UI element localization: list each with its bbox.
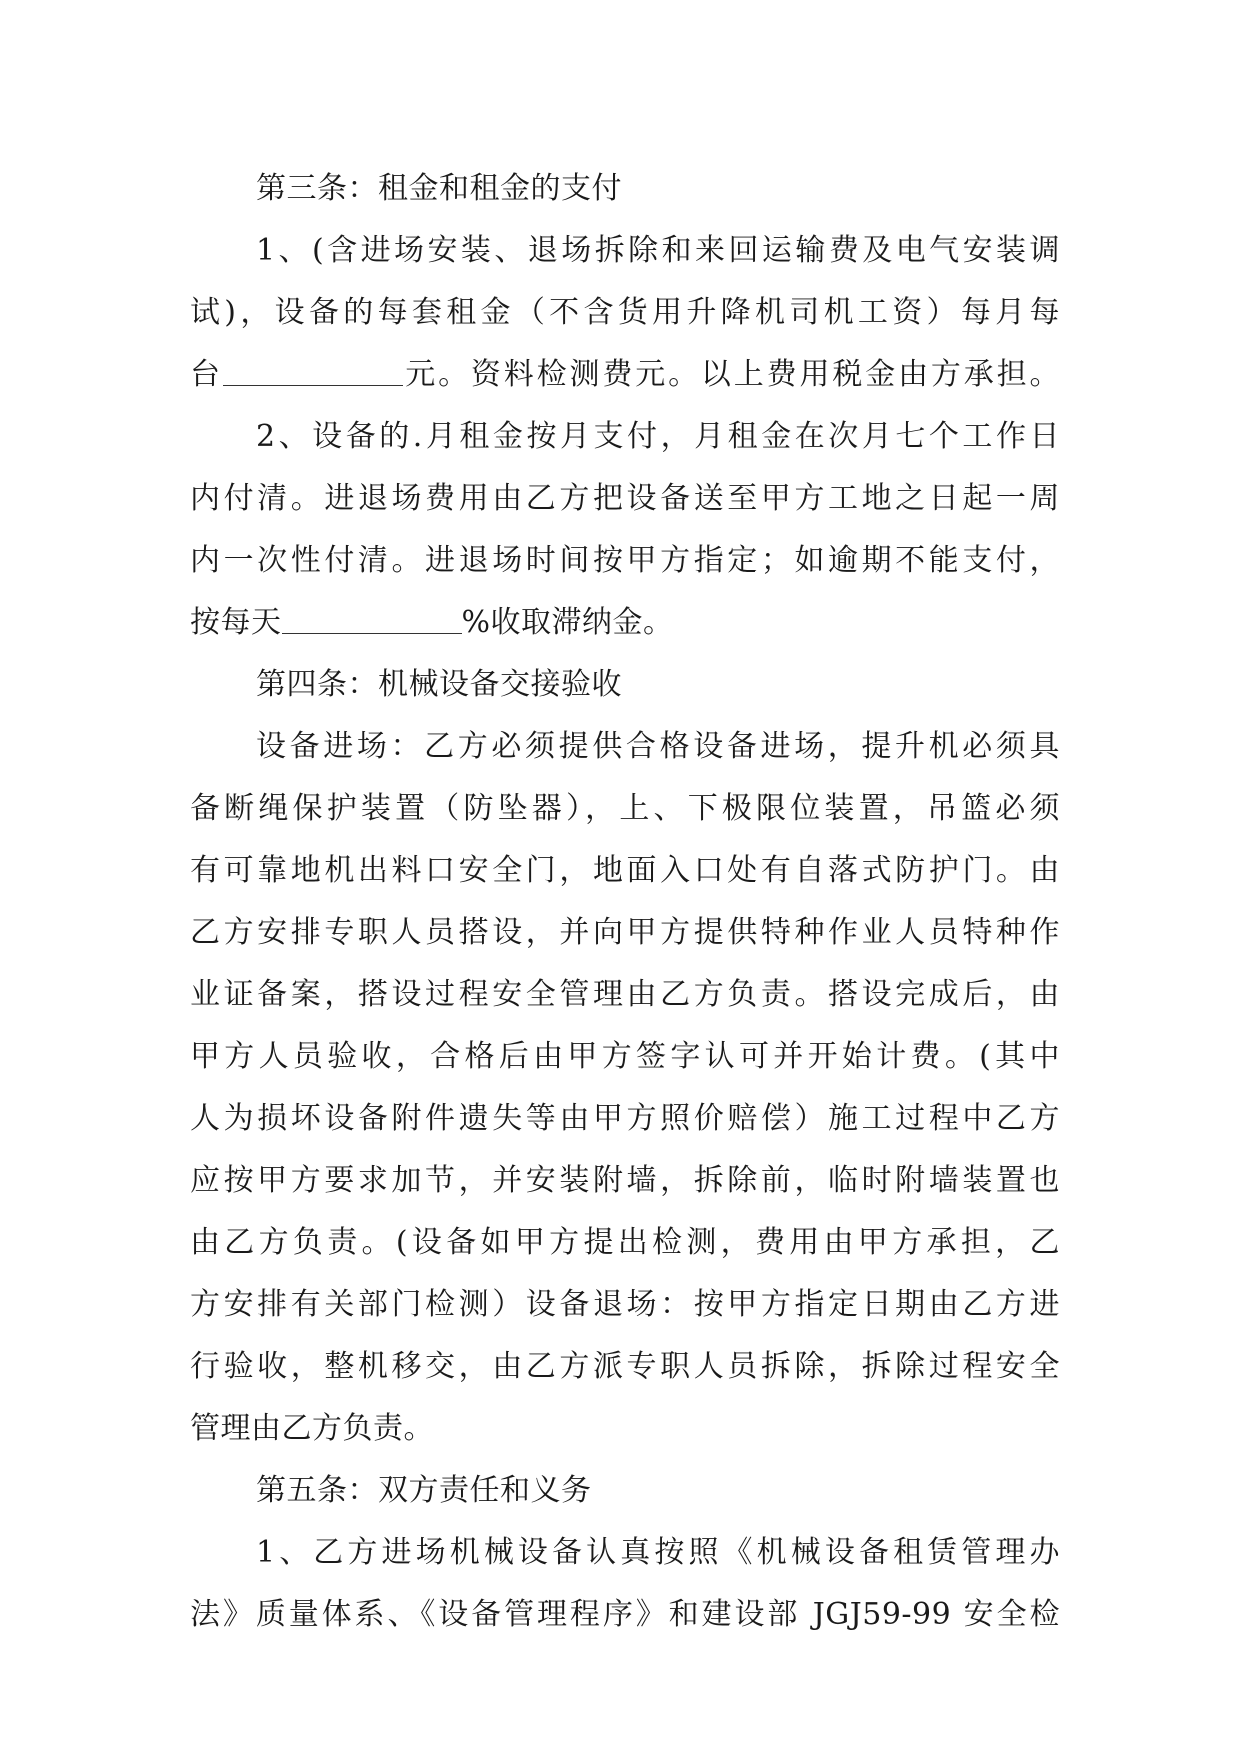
text-line: 2、设备的.月租金按月支付，月租金在次月七个工作日 [256, 419, 1060, 454]
article-heading: 第四条：机械设备交接验收 [256, 667, 622, 702]
text-line: 业证备案，搭设过程安全管理由乙方负责。搭设完成后，由 [190, 977, 1060, 1012]
text-line [190, 344, 1060, 406]
fill-in-blank [223, 357, 403, 386]
text-line: 1、乙方进场机械设备认真按照《机械设备租赁管理办 [256, 1535, 1060, 1570]
text-line: 有可靠地机出料口安全门，地面入口处有自落式防护门。由 [190, 853, 1060, 888]
text-line: 设备进场：乙方必须提供合格设备进场，提升机必须具 [256, 729, 1060, 764]
line-text-before: 按每天 [190, 605, 282, 640]
line-text-before: 台 [190, 357, 223, 392]
text-line: 乙方安排专职人员搭设，并向甲方提供特种作业人员特种作 [190, 915, 1060, 950]
article-heading: 第五条：双方责任和义务 [256, 1473, 592, 1508]
text-line: 试)，设备的每套租金（不含货用升降机司机工资）每月每 [190, 295, 1060, 330]
text-line: 方安排有关部门检测）设备退场：按甲方指定日期由乙方进 [190, 1287, 1060, 1322]
text-line: 法》质量体系、《设备管理程序》和建设部 JGJ59-99 安全检 [190, 1597, 1060, 1632]
text-line: 由乙方负责。(设备如甲方提出检测，费用由甲方承担，乙 [190, 1225, 1060, 1260]
line-text-after: %收取滞纳金。 [461, 605, 674, 640]
text-line: 内一次性付清。进退场时间按甲方指定；如逾期不能支付， [190, 543, 1060, 578]
text-line: 备断绳保护装置（防坠器），上、下极限位装置，吊篮必须 [190, 791, 1060, 826]
text-line: 应按甲方要求加节，并安装附墙，拆除前，临时附墙装置也 [190, 1163, 1060, 1198]
document-body [190, 158, 1060, 1646]
text-line [190, 592, 1060, 654]
fill-in-blank [282, 605, 462, 634]
text-line: 内付清。进退场费用由乙方把设备送至甲方工地之日起一周 [190, 481, 1060, 516]
text-line: 行验收，整机移交，由乙方派专职人员拆除，拆除过程安全 [190, 1349, 1060, 1384]
line-text-after: 元。资料检测费元。以上费用税金由方承担。 [402, 357, 1061, 392]
text-line: 1、(含进场安装、退场拆除和来回运输费及电气安装调 [256, 233, 1060, 268]
text-line: 甲方人员验收，合格后由甲方签字认可并开始计费。(其中 [190, 1039, 1060, 1074]
article-heading: 第三条：租金和租金的支付 [256, 171, 622, 206]
text-line: 人为损坏设备附件遗失等由甲方照价赔偿）施工过程中乙方 [190, 1101, 1060, 1136]
text-line: 管理由乙方负责。 [190, 1411, 434, 1446]
